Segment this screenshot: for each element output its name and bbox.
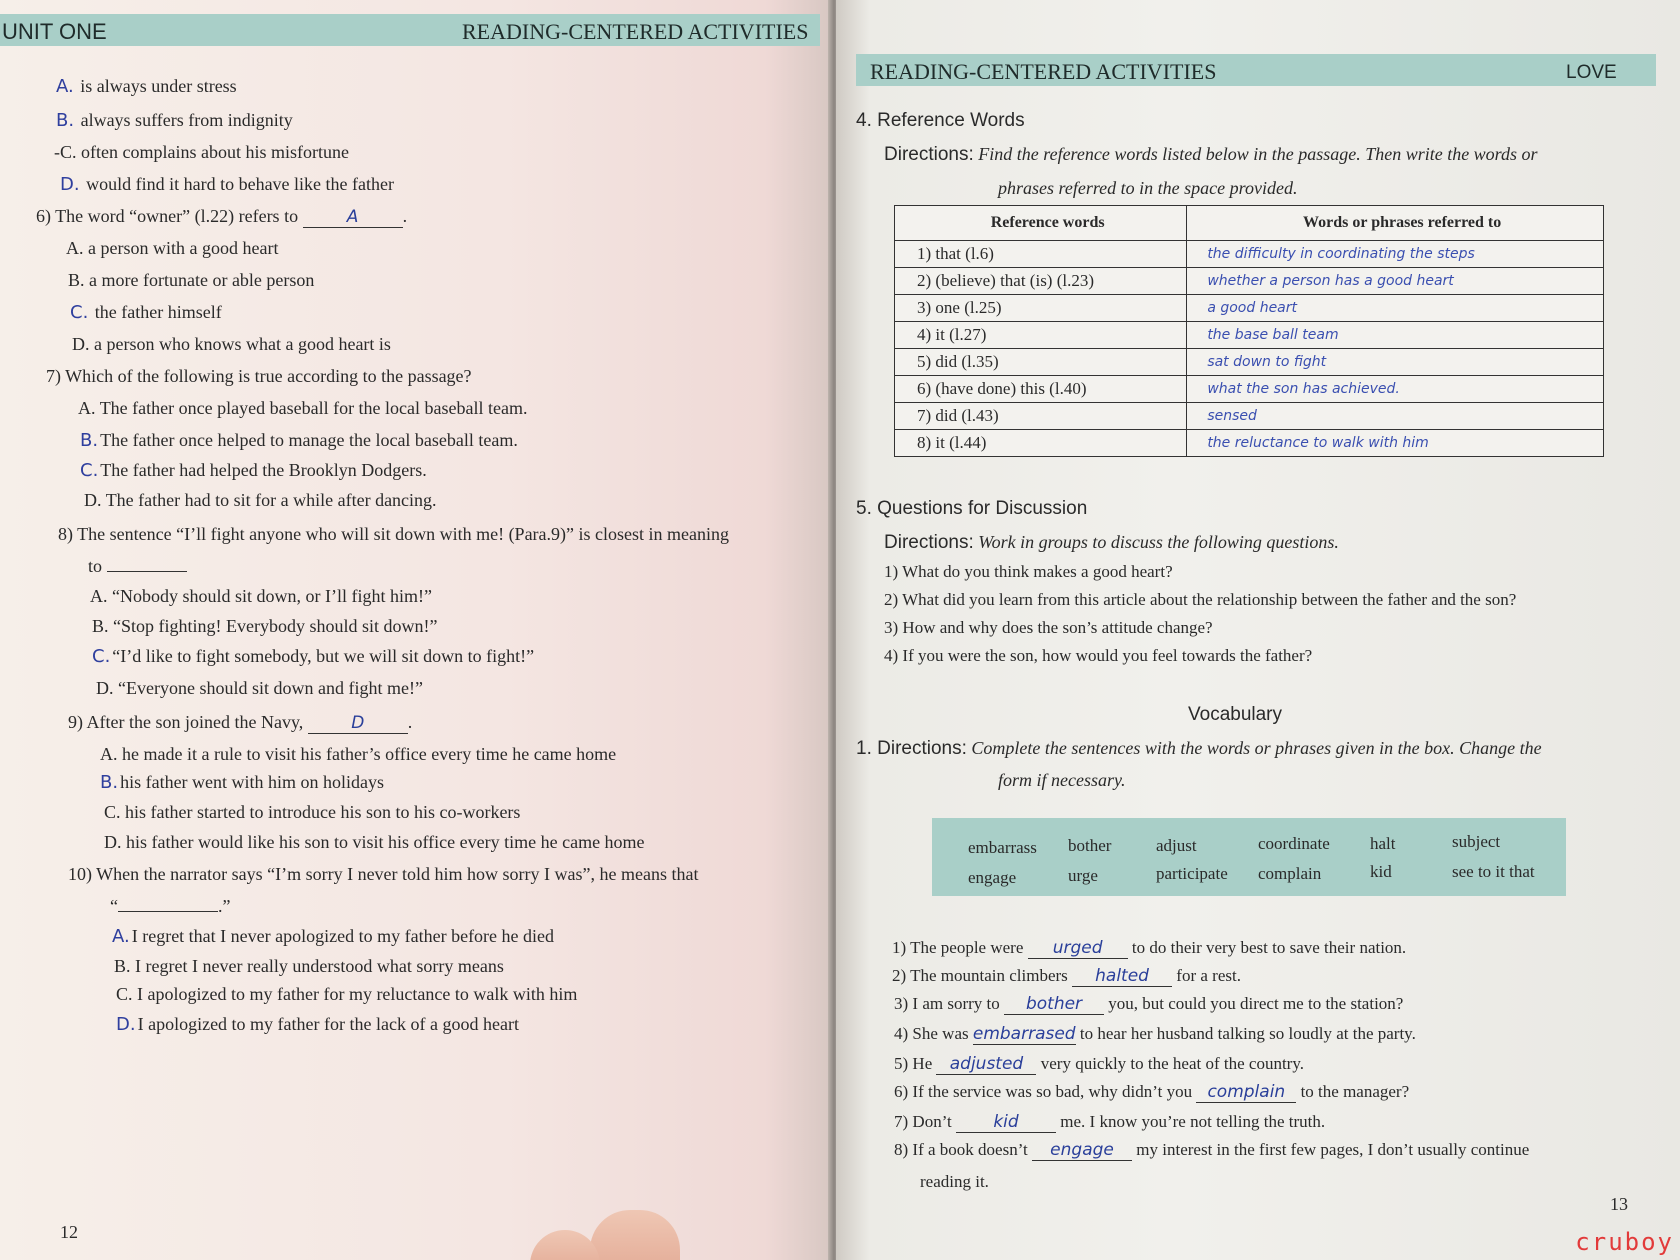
word-item: urge [1068,866,1098,885]
thumb [590,1210,680,1260]
question-10-cont: “ .” [110,896,231,916]
option-line: D. “Everyone should sit down and fight me!” [96,678,423,698]
section-4-title: 4. Reference Words [856,110,1025,131]
chapter-label: LOVE [1566,62,1617,83]
option-line: C. his father started to introduce his son to his co-workers [104,802,521,822]
option-line: C. The father had helped the Brooklyn Dodgers. [80,460,427,481]
option-line: B. “Stop fighting! Everybody should sit down!” [92,616,438,636]
option-line: B. always suffers from indignity [56,110,293,131]
word-item: subject [1452,832,1501,851]
option-line: D. would find it hard to behave like the father [60,174,394,195]
reference-table [894,205,1604,457]
table-row: 6) (have done) this (l.40) what the son has achieved. [895,376,1604,403]
table-header: Reference words [895,206,1187,241]
option-line: A. The father once played baseball for the local baseball team. [78,398,528,418]
section-label: READING-CENTERED ACTIVITIES [462,19,809,44]
option-line: C. the father himself [70,302,222,323]
directions-line: form if necessary. [998,770,1126,790]
option-line: D. a person who knows what a good heart is [72,334,391,354]
vocab-sentence-cont: reading it. [920,1172,989,1191]
option-line: C. I apologized to my father for my reluctance to walk with him [116,984,578,1004]
question-9: 9) After the son joined the Navy, D . [68,712,413,733]
question-10: 10) When the narrator says “I’m sorry I never told him how sorry I was”, he means that [68,864,699,884]
directions-line: 1. Directions: Complete the sentences with the words or phrases given in the box. Change the [856,738,1542,759]
vocab-sentence: 1) The people were urged to do their very best to save their nation. [892,938,1407,958]
word-item: halt [1370,834,1396,853]
discussion-question: 2) What did you learn from this article about the relationship between the father and the son? [884,590,1517,609]
option-line: D. his father would like his son to visit his office every time he came home [104,832,645,852]
word-item: coordinate [1258,834,1330,853]
table-row: 2) (believe) that (is) (l.23) whether a person has a good heart [895,268,1604,295]
word-item: embarrass [968,838,1037,857]
word-item: kid [1370,862,1392,881]
word-box [932,818,1566,896]
watermark-logo: cruboy [1575,1228,1674,1256]
table-row: 5) did (l.35) sat down to fight [895,349,1604,376]
vocab-sentence: 5) He adjusted very quickly to the heat of the country. [894,1054,1304,1074]
table-header: Words or phrases referred to [1187,206,1604,241]
page-number: 13 [1610,1194,1628,1214]
question-8-cont: to [88,556,187,577]
word-item: see to it that [1452,862,1535,881]
option-line: A. he made it a rule to visit his father’s office every time he came home [100,744,617,764]
directions-line: Directions: Find the reference words listed below in the passage. Then write the words or [884,144,1538,165]
discussion-question: 1) What do you think makes a good heart? [884,562,1173,581]
page-number: 12 [60,1222,78,1242]
discussion-question: 4) If you were the son, how would you feel towards the father? [884,646,1313,665]
left-header-bar [0,14,820,46]
word-item: adjust [1156,836,1197,855]
option-line: A. a person with a good heart [66,238,279,258]
table-row: 8) it (l.44) the reluctance to walk with him [895,430,1604,457]
option-line: A. “Nobody should sit down, or I’ll fight him!” [90,586,432,606]
vocab-sentence: 4) She was embarrased to hear her husband talking so loudly at the party. [894,1024,1416,1044]
vocab-sentence: 3) I am sorry to bother you, but could you direct me to the station? [894,994,1404,1014]
question-7: 7) Which of the following is true according to the passage? [46,366,472,386]
table-row: 4) it (l.27) the base ball team [895,322,1604,349]
unit-label: UNIT ONE [2,19,107,44]
option-line: B. I regret I never really understood what sorry means [114,956,504,976]
question-8: 8) The sentence “I’ll fight anyone who will sit down with me! (Para.9)” is closest in meaning [58,524,730,544]
vocabulary-heading: Vocabulary [1188,704,1283,725]
word-item: engage [968,868,1017,887]
option-line: B. The father once helped to manage the local baseball team. [80,430,518,451]
section-label: READING-CENTERED ACTIVITIES [870,59,1217,84]
option-line: D. I apologized to my father for the lack of a good heart [116,1014,519,1035]
finger [530,1230,600,1260]
option-line: -C. often complains about his misfortune [54,142,349,162]
discussion-question: 3) How and why does the son’s attitude change? [884,618,1213,637]
vocab-sentence: 6) If the service was so bad, why didn’t you complain to the manager? [894,1082,1410,1102]
answer-blank: A [303,207,403,228]
directions-line: Directions: Work in groups to discuss the following questions. [884,532,1339,553]
option-line: A. I regret that I never apologized to my father before he died [112,926,555,947]
word-item: participate [1156,864,1228,883]
left-page [0,0,832,1260]
option-line: D. The father had to sit for a while after dancing. [84,490,437,510]
answer-blank: D [308,713,408,734]
vocab-sentence: 2) The mountain climbers halted for a rest. [892,966,1241,986]
option-line: A. is always under stress [56,76,237,97]
vocab-sentence: 8) If a book doesn’t engage my interest in the first few pages, I don’t usually continue [894,1140,1530,1160]
option-line: C. “I’d like to fight somebody, but we will sit down to fight!” [92,646,535,667]
table-row: 7) did (l.43) sensed [895,403,1604,430]
option-line: B. a more fortunate or able person [68,270,315,290]
table-row: 3) one (l.25) a good heart [895,295,1604,322]
directions-line: phrases referred to in the space provided. [998,178,1298,198]
word-item: complain [1258,864,1322,883]
word-item: bother [1068,836,1112,855]
right-header-bar [856,54,1656,86]
vocab-sentence: 7) Don’t kid me. I know you’re not telling the truth. [894,1112,1326,1132]
table-row: 1) that (l.6) the difficulty in coordinating the steps [895,241,1604,268]
option-line: B. his father went with him on holidays [100,772,385,793]
question-6: 6) The word “owner” (l.22) refers to A . [36,206,408,227]
section-5-title: 5. Questions for Discussion [856,498,1088,519]
